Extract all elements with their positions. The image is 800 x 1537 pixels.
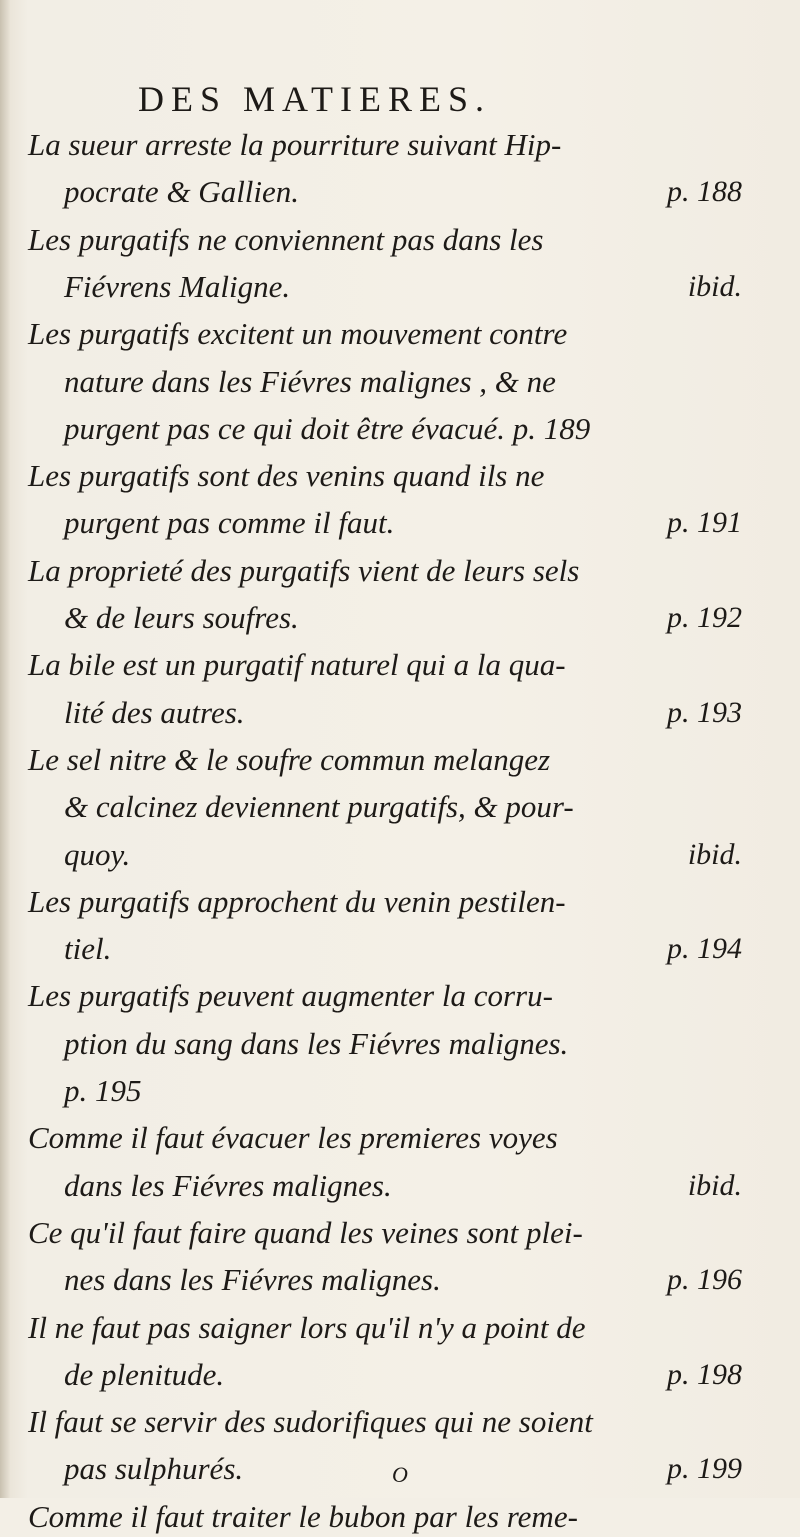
- entry-continuation-line: lité des autres.: [64, 694, 245, 730]
- page-reference: p. 188: [667, 175, 742, 209]
- entry-continuation-line: nes dans les Fiévres malignes.: [64, 1262, 441, 1298]
- entry-line: Il ne faut pas saigner lors qu'il n'y a point de: [28, 1309, 586, 1345]
- entry-continuation-line: pocrate & Gallien.: [64, 174, 300, 210]
- entry-line: Il faut se servir des sudorifiques qui ne soient: [28, 1404, 593, 1440]
- entry-line: Les purgatifs excitent un mouvement contre: [28, 316, 568, 352]
- page-reference: p. 194: [667, 932, 742, 966]
- entry-continuation-line: tiel.: [64, 931, 112, 967]
- entry-line: Les purgatifs approchent du venin pestilen-: [28, 883, 566, 919]
- running-header: DES MATIERES.: [138, 79, 492, 119]
- entry-continuation-line: purgent pas comme il faut.: [64, 505, 395, 541]
- page-reference: p. 191: [667, 506, 742, 540]
- entry-continuation-line: purgent pas ce qui doit être évacué. p. 189: [64, 410, 591, 446]
- entry-line: Le sel nitre & le soufre commun melangez: [28, 741, 551, 777]
- entry-continuation-line: dans les Fiévres malignes.: [64, 1167, 392, 1203]
- entry-line: Comme il faut traiter le bubon par les reme-: [28, 1498, 578, 1534]
- entry-line: La sueur arreste la pourriture suivant Hip-: [28, 127, 562, 162]
- entry-line: Les purgatifs peuvent augmenter la corru-: [28, 978, 553, 1014]
- entry-continuation-line: & calcinez deviennent purgatifs, & pour-: [64, 789, 574, 825]
- page-reference: p. 192: [667, 601, 742, 634]
- page-gutter: [0, 0, 10, 1498]
- page-reference: p. 198: [667, 1357, 742, 1391]
- entry-line: Les purgatifs sont des venins quand ils ne: [28, 458, 545, 494]
- page-reference: p. 193: [667, 695, 742, 729]
- entry-line: La bile est un purgatif naturel qui a la qua-: [28, 647, 566, 683]
- entry-continuation-line: nature dans les Fiévres malignes , & ne: [64, 363, 556, 399]
- signature-mark: O: [392, 1462, 408, 1487]
- entry-line: Ce qu'il faut faire quand les veines sont plei-: [28, 1214, 583, 1250]
- entry-continuation-line: quoy.: [64, 836, 131, 872]
- entry-continuation-line: pas sulphurés.: [64, 1451, 244, 1487]
- entry-continuation-line: & de leurs soufres.: [64, 600, 299, 635]
- entry-line: La proprieté des purgatifs vient de leurs sels: [28, 552, 580, 588]
- entry-continuation-line: de plenitude.: [64, 1356, 225, 1392]
- page-reference: p. 196: [667, 1263, 742, 1297]
- page-reference: ibid.: [687, 1168, 742, 1202]
- entry-line: Comme il faut évacuer les premieres voyes: [28, 1120, 558, 1156]
- entry-continuation-line: ption du sang dans les Fiévres malignes.: [64, 1025, 569, 1061]
- entry-line: Les purgatifs ne conviennent pas dans les: [28, 221, 544, 257]
- page-reference: ibid.: [687, 269, 742, 303]
- entry-continuation-line: p. 195: [64, 1073, 142, 1108]
- page-reference: ibid.: [687, 837, 742, 871]
- page-reference: p. 199: [667, 1452, 742, 1486]
- entry-continuation-line: Fiévrens Maligne.: [64, 268, 291, 304]
